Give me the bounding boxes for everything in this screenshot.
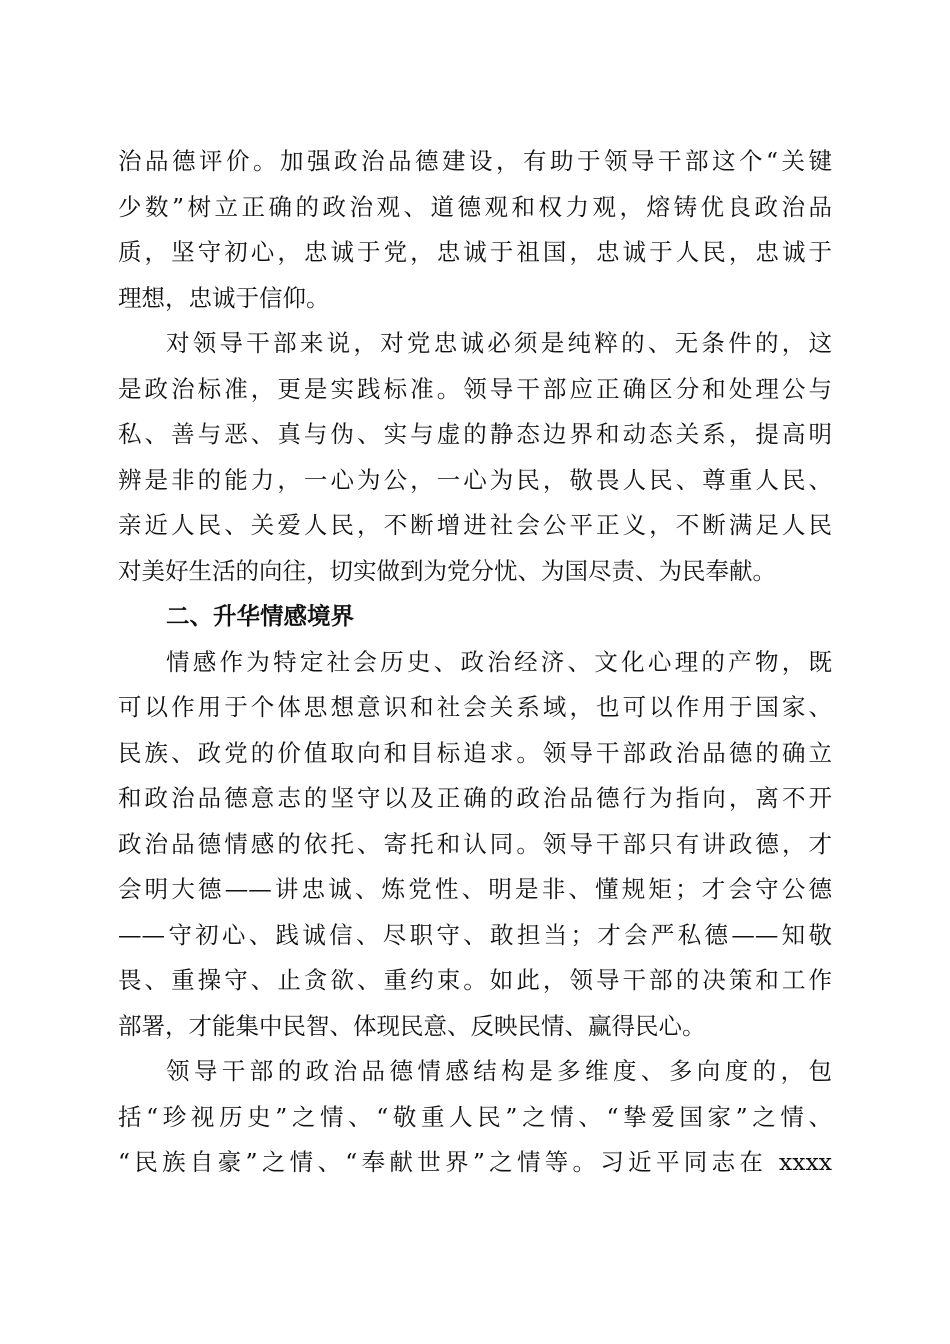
text-line: 情感作为特定社会历史、政治经济、文化心理的产物，既 — [166, 647, 832, 676]
text-line: 畏、重操守、止贪欲、重约束。如此，领导干部的决策和工作 — [118, 966, 832, 994]
text-line: 质，坚守初心，忠诚于党，忠诚于祖国，忠诚于人民，忠诚于 — [118, 238, 832, 266]
text-line: 是政治标准，更是实践标准。领导干部应正确区分和处理公与 — [118, 374, 832, 403]
text-line: 政治品德情感的依托、寄托和认同。领导干部只有讲政德，才 — [118, 829, 832, 858]
text-line: 私、善与恶、真与伪、实与虚的静态边界和动态关系，提高明 — [118, 420, 832, 448]
text-line: 领导干部的政治品德情感结构是多维度、多向度的，包 — [166, 1057, 832, 1085]
text-line: ——守初心、践诚信、尽职守、敢担当；才会严私德——知敬 — [118, 920, 832, 949]
section-heading: 二、升华情感境界 — [166, 602, 354, 630]
text-line: 治品德评价。加强政治品德建设，有助于领导干部这个“关键 — [118, 147, 832, 175]
text-line: 理想，忠诚于信仰。 — [118, 283, 330, 312]
text-line: 括“珍视历史”之情、“敬重人民”之情、“挚爱国家”之情、 — [118, 1102, 832, 1131]
text-line: 会明大德——讲忠诚、炼党性、明是非、懂规矩；才会守公德 — [118, 875, 832, 903]
text-line: 和政治品德意志的坚守以及正确的政治品德行为指向，离不开 — [118, 784, 832, 812]
text-line: 辨是非的能力，一心为公，一心为民，敬畏人民、尊重人民、 — [118, 465, 832, 494]
text-line: 对领导干部来说，对党忠诚必须是纯粹的、无条件的，这 — [166, 329, 832, 357]
text-line: “民族自豪”之情、“奉献世界”之情等。习近平同志在 xxxx — [118, 1148, 832, 1176]
text-line: 部署，才能集中民智、体现民意、反映民情、赢得民心。 — [118, 1011, 706, 1040]
text-line: 对美好生活的向往，切实做到为党分忧、为国尽责、为民奉献。 — [118, 556, 776, 585]
text-line: 亲近人民、关爱人民，不断增进社会公平正义，不断满足人民 — [118, 511, 832, 539]
text-line: 可以作用于个体思想意识和社会关系域，也可以作用于国家、 — [118, 693, 832, 721]
text-line: 少数”树立正确的政治观、道德观和权力观，熔铸优良政治品 — [118, 192, 832, 221]
document-body — [118, 139, 832, 1186]
text-line: 民族、政党的价值取向和目标追求。领导干部政治品德的确立 — [118, 738, 832, 767]
